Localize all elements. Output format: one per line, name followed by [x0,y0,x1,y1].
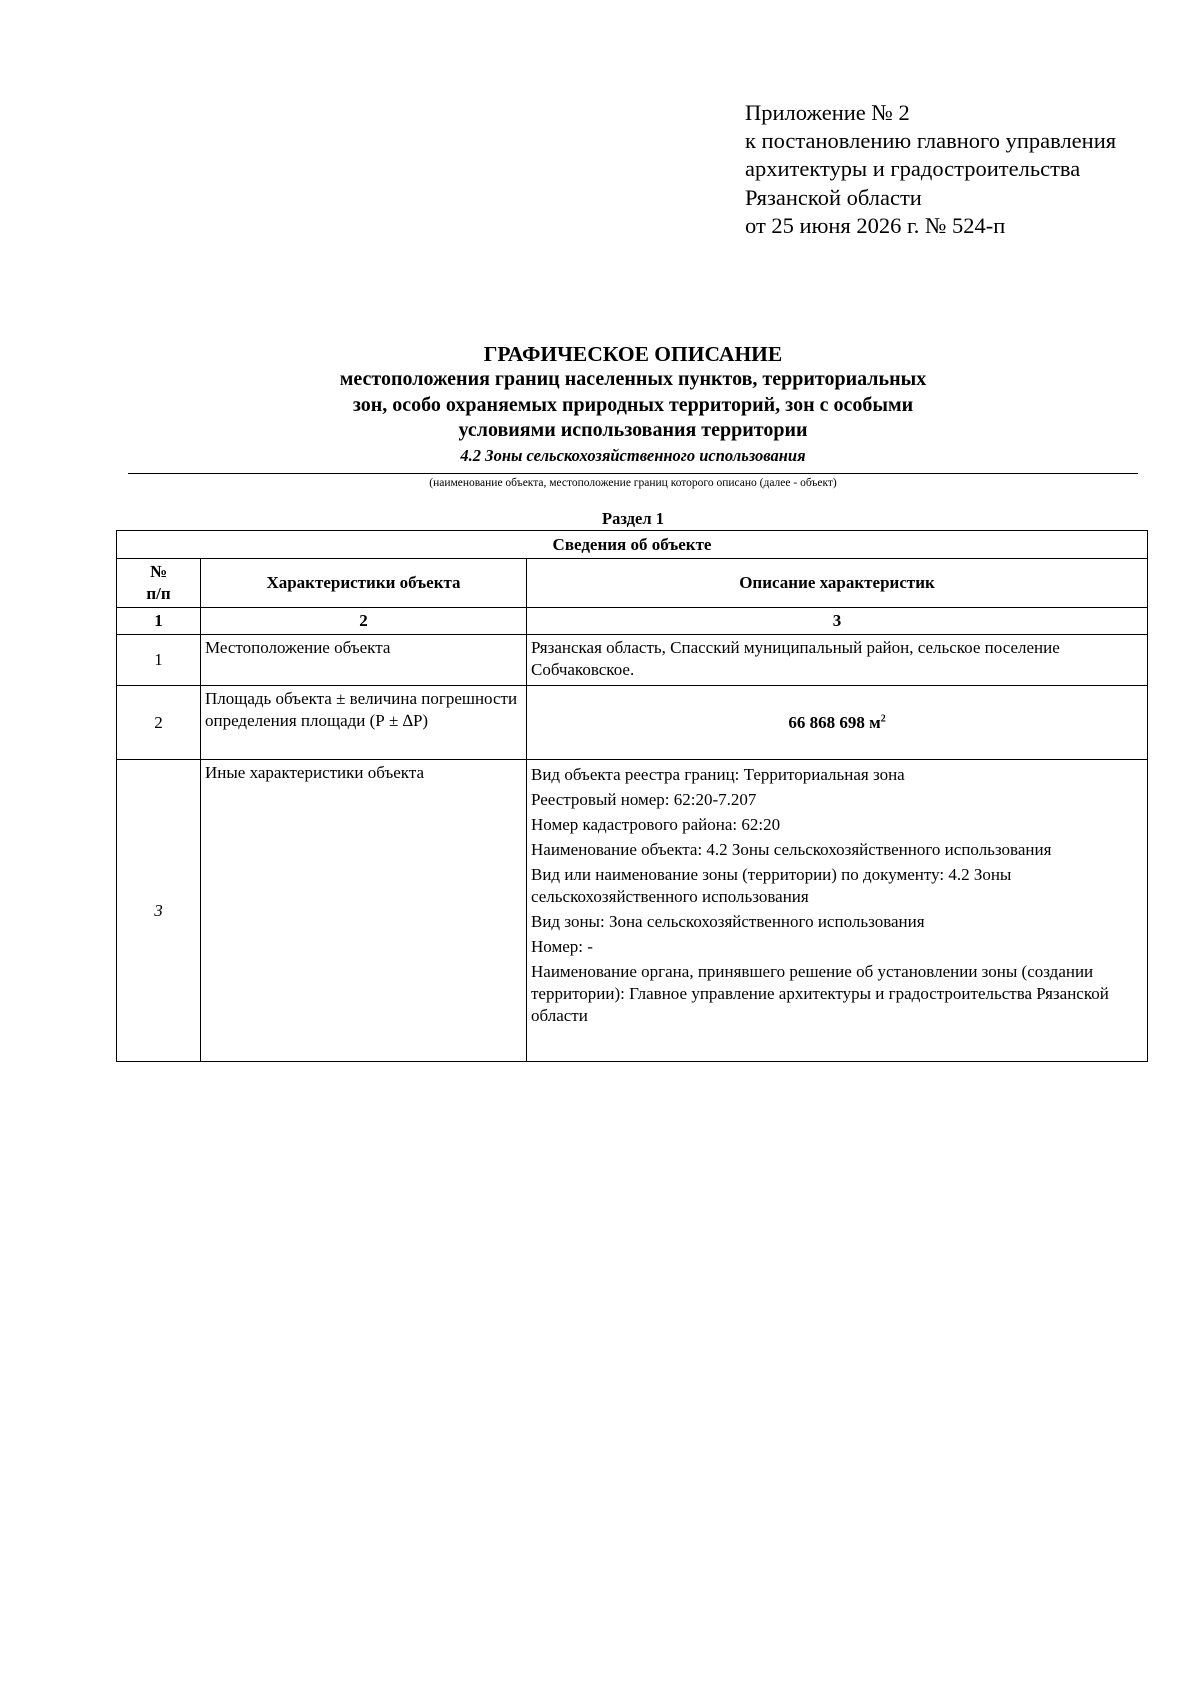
appendix-line-3: архитектуры и градостроительства [745,156,1081,182]
document-heading [118,341,1148,467]
column-number-3: 3 [527,608,1148,635]
appendix-line-4: Рязанской области [745,184,922,210]
table-row [117,635,1148,686]
detail-zone-type: Вид зоны: Зона сельскохозяйственного использования [531,912,925,931]
row-1-characteristic: Местоположение объекта [201,635,527,686]
appendix-line-5: от 25 июня 2026 г. № 524-п [745,212,1006,238]
object-name-caption: (наименование объекта, местоположение границ которого описано (далее - объект) [429,477,837,489]
detail-object-name: Наименование объекта: 4.2 Зоны сельскохозяйственного использования [531,840,1052,859]
detail-cadastral-district: Номер кадастрового района: 62:20 [531,815,781,834]
column-number-2: 2 [201,608,527,635]
detail-registry-type: Вид объекта реестра границ: Территориальная зона [531,765,905,784]
row-1-description: Рязанская область, Спасский муниципальный район, сельское поселение Собчаковское. [527,635,1148,686]
section-title: Раздел 1 [602,509,664,528]
row-3-details [527,760,1148,1062]
header-number-line-2: п/п [146,584,171,603]
detail-number: Номер: - [531,937,593,956]
detail-zone-by-document: Вид или наименование зоны (территории) по документу: 4.2 Зоны сельскохозяйственного использования [531,865,1012,906]
appendix-block [745,99,1116,240]
row-3-number: 3 [117,760,201,1062]
table-row [117,760,1148,1062]
object-name-underline [128,473,1138,474]
row-3-characteristic: Иные характеристики объекта [201,760,527,1062]
document-title: ГРАФИЧЕСКОЕ ОПИСАНИЕ [483,342,783,366]
object-info-table [116,530,1148,1062]
detail-registry-number: Реестровый номер: 62:20-7.207 [531,790,757,809]
header-characteristics: Характеристики объекта [201,559,527,608]
row-2-number: 2 [117,686,201,760]
column-number-1: 1 [117,608,201,635]
appendix-line-2: к постановлению главного управления [745,128,1117,154]
appendix-line-1: Приложение № 2 [745,100,910,125]
row-1-number: 1 [117,635,201,686]
header-description: Описание характеристик [527,559,1148,608]
area-value-text: 66 868 698 м [788,712,881,732]
table-row [117,686,1148,760]
document-subtitle-line-2: зон, особо охраняемых природных территорий, зон с особыми [352,393,914,416]
object-name: 4.2 Зоны сельскохозяйственного использования [460,445,806,465]
row-2-characteristic: Площадь объекта ± величина погрешности определения площади (Р ± ∆Р) [201,686,527,760]
document-subtitle-line-1: местоположения границ населенных пунктов, территориальных [339,368,927,390]
table-title: Сведения об объекте [117,531,1148,559]
header-number [117,559,201,608]
header-number-line-1: № [149,562,168,581]
area-unit-superscript: 2 [880,712,886,724]
row-2-area-value [527,686,1148,760]
document-subtitle-line-3: условиями использования территории [458,419,808,441]
detail-authority: Наименование органа, принявшего решение об установлении зоны (создании территории): Главное управление архитектуры и градостроительства Рязанской области [531,962,1109,1025]
